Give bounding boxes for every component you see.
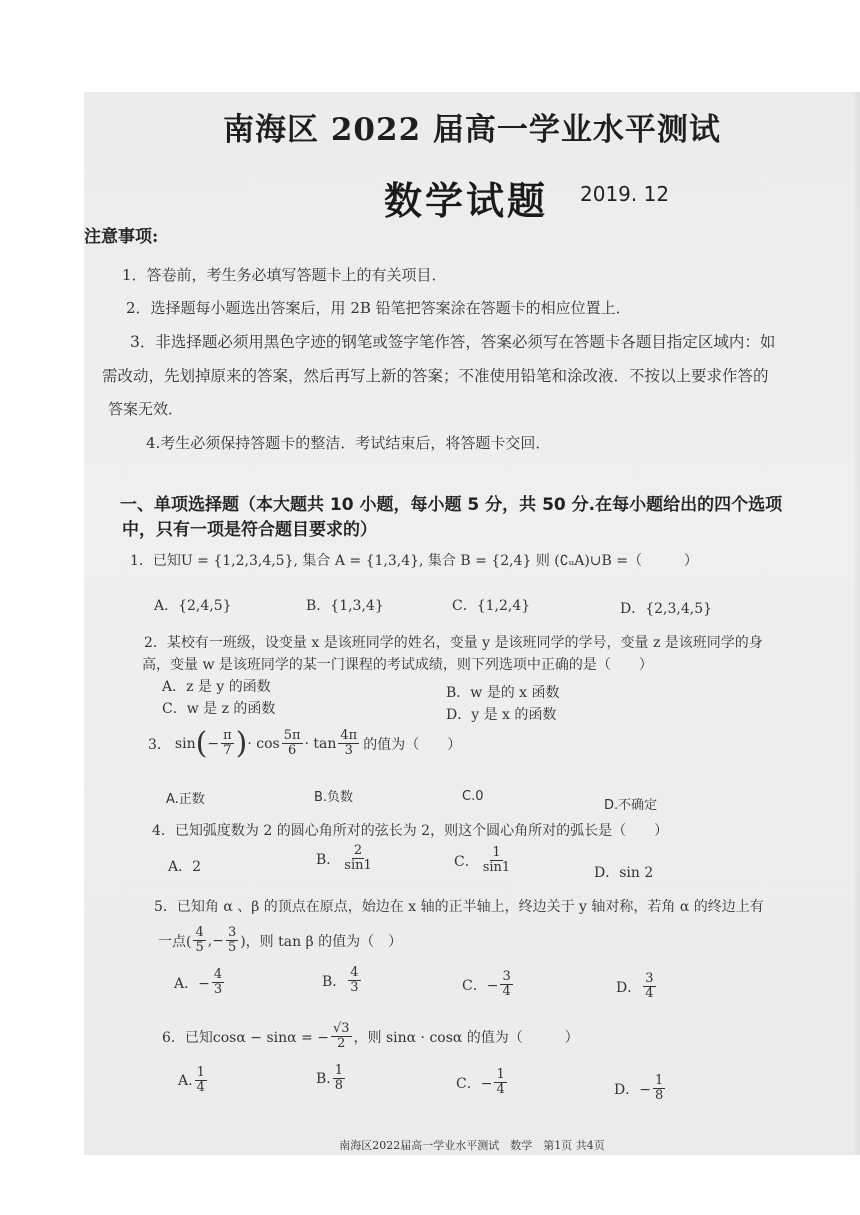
q3-frac3-den: 3 [344,743,353,758]
q6-d-frac [653,1074,665,1104]
q5-c-label: C．− [462,977,499,994]
q5-a-label: A．− [174,975,210,992]
section1-heading-line1: 一、单项选择题（本大题共 10 小题，每小题 5 分，共 50 分.在每小题给出的四个选项 [120,495,783,515]
q4-option-b [316,844,376,874]
q4-option-d: D．sin 2 [594,865,654,881]
q6-d-den: 8 [654,1088,664,1104]
q3-option-a: A.正数 [166,792,205,807]
q4-c-label: C． [454,853,479,870]
q3-right-paren: ) [235,726,248,761]
q4-c-frac [481,846,512,876]
notice-item-3-line1: 3．非选择题必须用黑色字迹的钢笔或签字笔作答，答案必须写在答题卡各题目指定区域内：如 [130,333,776,351]
q5-d-num: 3 [645,971,654,986]
q5-a-frac [212,968,224,998]
page-edge-shadow [852,92,860,1155]
q5-point-prefix: 一点( [158,933,192,950]
q3-suffix: 的值为（ ） [363,736,462,753]
q5-option-a [174,968,226,998]
q4-b-label: B． [316,851,341,868]
q3-frac3-num: 4π [340,727,358,743]
q5-option-b [322,966,363,996]
q6-d-label: D．− [614,1081,651,1098]
q3-frac-5pi-6 [282,729,303,759]
q6-option-a [178,1066,209,1096]
q6-c-num: 1 [496,1067,505,1082]
q6-b-frac [333,1064,345,1094]
q5-b-num: 4 [350,965,359,980]
q3-option-c: C.0 [462,789,484,804]
q5-b-frac [348,966,360,996]
exam-page [84,92,860,1155]
q6-option-d [614,1074,667,1104]
q4-c-num: 1 [492,845,501,860]
question-5-stem-line1: 5．已知角 α 、β 的顶点在原点，始边在 x 轴的正半轴上，终边关于 y 轴对称，若角 α 的终边上有 [154,899,764,915]
q5-d-frac [643,972,655,1002]
q5-a-num: 4 [213,967,223,982]
q6-frac [331,1022,352,1052]
notice-item-3-line3: 答案无效． [108,400,184,418]
q3-option-d: D.不确定 [604,798,658,813]
q4-c-den: sin1 [482,860,511,876]
q3-number: 3． [148,736,171,753]
q5-point-x [193,926,205,956]
q4-b-frac [342,844,373,874]
q6-suffix: ，则 sinα · cosα 的值为（ ） [353,1029,579,1046]
q3-frac2-den: 6 [287,743,297,758]
q3-option-b: B.负数 [314,790,354,805]
q1-option-c: C．{1,2,4} [452,598,531,614]
subject-title: 数学试题 [384,178,549,223]
q6-b-den: 8 [334,1078,344,1094]
question-5-stem-line2 [158,926,402,956]
q3-cos: · cos [247,735,280,752]
notice-item-1: 1．答卷前，考生务必填写答题卡上的有关项目． [122,266,447,284]
q5-d-label: D． [616,979,642,996]
q1-option-b: B．{1,3,4} [306,598,384,614]
q5-py-num: 3 [227,925,237,940]
q3-frac-pi-7 [221,729,234,759]
q2-option-c: C．w 是 z 的函数 [162,701,276,717]
q4-b-num: 2 [353,843,363,858]
notice-item-4: 4.考生必须保持答题卡的整洁．考试结束后，将答题卡交回． [146,434,551,452]
question-2-stem-line1: 2．某校有一班级，设变量 x 是该班同学的姓名，变量 y 是该班同学的学号，变量 z 是该班同学的身 [144,635,763,651]
q5-px-den: 5 [195,940,204,956]
q3-frac1-den: 7 [223,743,232,758]
q6-prefix: 6．已知cosα − sinα = − [162,1029,329,1046]
q3-left-paren: ( [195,726,208,761]
notice-heading: 注意事项: [84,227,159,247]
q5-b-label: B． [322,973,347,990]
q6-c-label: C．− [456,1075,493,1092]
q5-point-suffix: )，则 tan β 的值为（ ） [240,933,403,950]
q5-option-c [462,970,515,1000]
q5-c-num: 3 [502,969,511,984]
q4-option-a: A．2 [168,859,202,875]
q6-option-b [316,1064,347,1094]
q1-option-a: A．{2,4,5} [154,598,232,614]
q2-option-a: A．z 是 y 的函数 [162,679,271,695]
q5-px-num: 4 [195,925,204,940]
q5-b-den: 3 [350,980,359,996]
q6-b-num: 1 [334,1063,344,1078]
exam-date: 2019. 12 [580,182,670,206]
q3-minus: − [207,735,220,752]
q5-option-d [616,972,658,1002]
q5-point-y [226,926,238,956]
notice-item-2: 2．选择题每小题选出答案后，用 2B 铅笔把答案涂在答题卡的相应位置上． [126,299,631,317]
q6-a-den: 4 [196,1080,205,1096]
q6-option-c [456,1068,509,1098]
q6-a-label: A. [178,1072,193,1089]
q5-comma: ,− [207,932,224,949]
q6-c-den: 4 [496,1082,505,1098]
q6-num: √3 [332,1021,350,1036]
q5-d-den: 4 [645,986,654,1002]
q4-option-c [454,846,514,876]
page-footer: 南海区2022届高一学业水平测试 数学 第1页 共4页 [339,1139,605,1152]
question-2-stem-line2: 高，变量 w 是该班同学的某一门课程的考试成绩，则下列选项中正确的是（ ） [142,657,653,673]
q2-option-d: D．y 是 x 的函数 [446,707,557,723]
section1-heading-line2: 中，只有一项是符合题目要求的） [122,520,377,540]
q6-a-frac [195,1066,207,1096]
q3-sin: sin [174,735,196,752]
q6-c-frac [494,1068,506,1098]
q2-option-b: B．w 是的 x 函数 [446,685,560,701]
q4-b-den: sin1 [344,858,372,874]
q5-c-den: 4 [502,984,511,1000]
q1-option-d: D．{2,3,4,5} [620,601,713,617]
q6-den: 2 [337,1036,346,1052]
q3-frac2-num: 5π [283,727,301,743]
notice-item-3-line2: 需改动，先划掉原来的答案，然后再写上新的答案；不准使用铅笔和涂改液．不按以上要求作答的 [102,367,769,385]
question-3-stem [148,726,461,761]
q3-frac-4pi-3 [338,729,359,759]
question-1-stem: 1．已知U = {1,2,3,4,5}, 集合 A = {1,3,4}, 集合 B = {2,4} 则 (∁ᵤA)∪B =（ ） [130,553,698,569]
q6-d-num: 1 [654,1073,664,1088]
q6-a-num: 1 [196,1065,205,1080]
exam-title: 南海区 2022 届高一学业水平测试 [223,112,721,148]
question-4-stem: 4．已知弧度数为 2 的圆心角所对的弦长为 2，则这个圆心角所对的弧长是（ ） [152,823,669,839]
q5-a-den: 3 [213,982,223,998]
q6-b-label: B. [316,1070,331,1087]
q3-tan: · tan [304,735,337,752]
q3-frac1-num: π [223,727,232,743]
q5-c-frac [500,970,512,1000]
question-6-stem [162,1022,579,1052]
q5-py-den: 5 [227,940,237,956]
